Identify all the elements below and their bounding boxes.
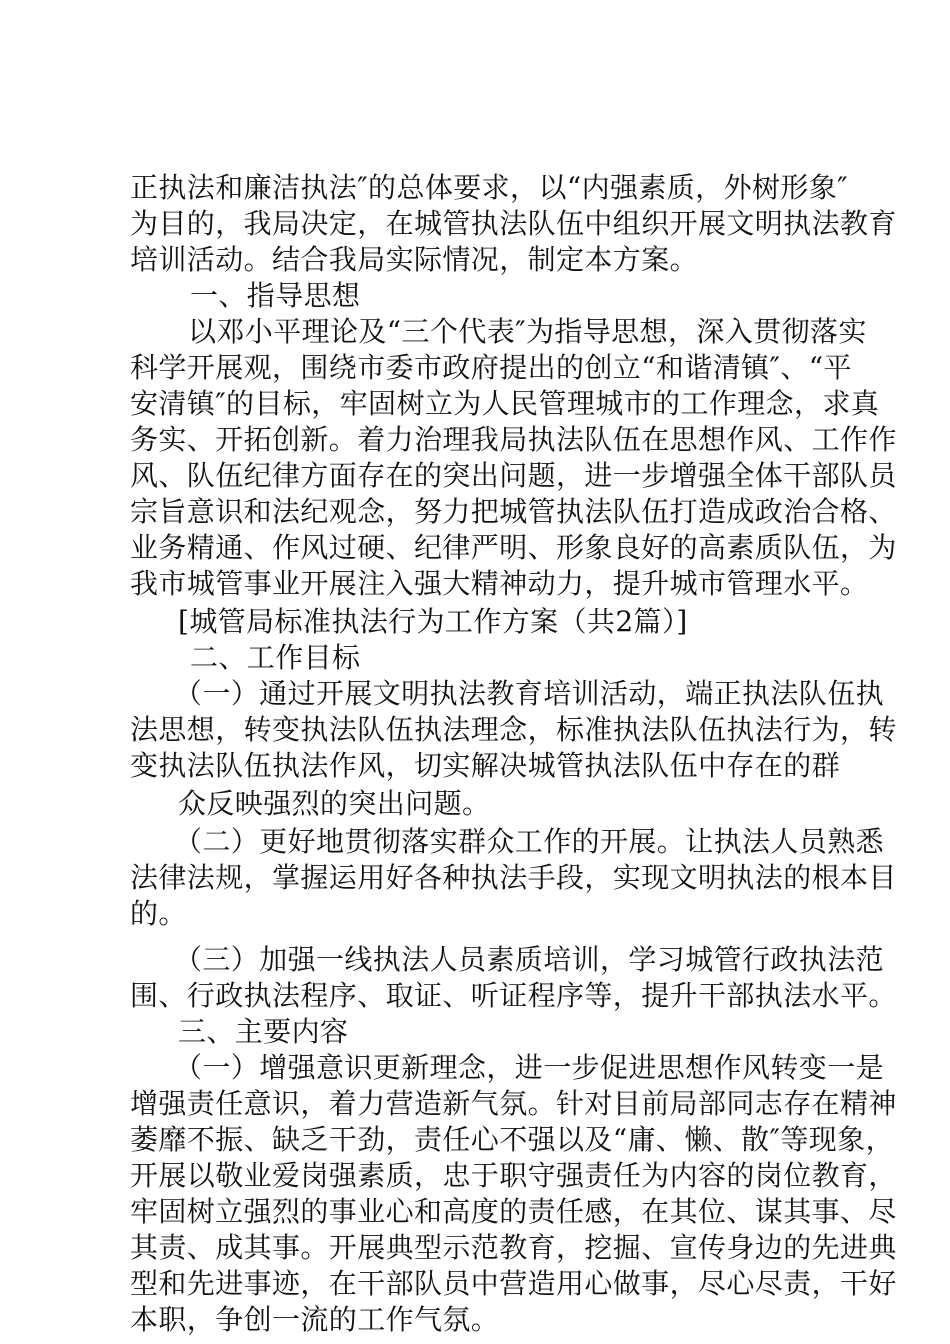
text-line: 业务精通、作风过硬、纪律严明、形象良好的高素质队伍，为	[130, 531, 897, 564]
text-line: 开展以敬业爱岗强素质，忠于职守强责任为内容的岗位教育，	[130, 1159, 897, 1192]
text-line: 宗旨意识和法纪观念，努力把城管执法队伍打造成政治合格、	[130, 495, 897, 528]
text-line: 培训活动。结合我局实际情况，制定本方案。	[130, 243, 699, 276]
document-title-note: [城管局标准执法行为工作方案（共2篇）]	[178, 605, 688, 638]
text-line: 正执法和廉洁执法″的总体要求，以“内强素质，外树形象″	[130, 171, 849, 204]
text-line: （二）更好地贯彻落实群众工作的开展。让执法人员熟悉	[174, 825, 885, 858]
text-line: 的。	[130, 897, 187, 930]
text-line: 法律法规，掌握运用好各种执法手段，实现文明执法的根本目	[130, 861, 897, 894]
text-line: 牢固树立强烈的事业心和高度的责任感，在其位、谋其事、尽	[130, 1195, 897, 1228]
section-heading: 三、主要内容	[178, 1015, 349, 1048]
text-line: （一）增强意识更新理念，进一步促进思想作风转变一是	[174, 1051, 885, 1084]
text-line: 以邓小平理论及“三个代表″为指导思想，深入贯彻落实	[188, 315, 867, 348]
text-line: 围、行政执法程序、取证、听证程序等，提升干部执法水平。	[130, 979, 897, 1012]
text-line: （三）加强一线执法人员素质培训，学习城管行政执法范	[174, 943, 885, 976]
section-heading: 二、工作目标	[190, 641, 361, 674]
text-line: （一）通过开展文明执法教育培训活动，端正执法队伍执	[174, 677, 885, 710]
text-line: 为目的，我局决定，在城管执法队伍中组织开展文明执法教育	[130, 207, 897, 240]
text-line: 型和先进事迹，在干部队员中营造用心做事，尽心尽责，干好	[130, 1267, 897, 1300]
text-line: 众反映强烈的突出问题。	[178, 787, 491, 820]
text-line: 风、队伍纪律方面存在的突出问题，进一步增强全体干部队员	[130, 459, 897, 492]
text-line: 科学开展观，围绕市委市政府提出的创立“和谐清镇″、“平	[130, 351, 852, 384]
section-heading: 一、指导思想	[190, 279, 361, 312]
text-line: 萎靡不振、缺乏干劲，责任心不强以及“庸、懒、散″等现象，	[130, 1123, 894, 1156]
text-line: 我市城管事业开展注入强大精神动力，提升城市管理水平。	[130, 567, 869, 600]
text-line: 务实、开拓创新。着力治理我局执法队伍在思想作风、工作作	[130, 423, 897, 456]
text-line: 安清镇″的目标，牢固树立为人民管理城市的工作理念，求真	[130, 387, 880, 420]
text-line: 增强责任意识，着力营造新气氛。针对目前局部同志存在精神	[130, 1087, 897, 1120]
text-line: 变执法队伍执法作风，切实解决城管执法队伍中存在的群	[130, 749, 841, 782]
text-line: 法思想，转变执法队伍执法理念，标准执法队伍执法行为，转	[130, 713, 897, 746]
text-line: 本职，争创一流的工作气氛。	[130, 1303, 500, 1336]
text-line: 其责、成其事。开展典型示范教育，挖掘、宣传身边的先进典	[130, 1231, 897, 1264]
